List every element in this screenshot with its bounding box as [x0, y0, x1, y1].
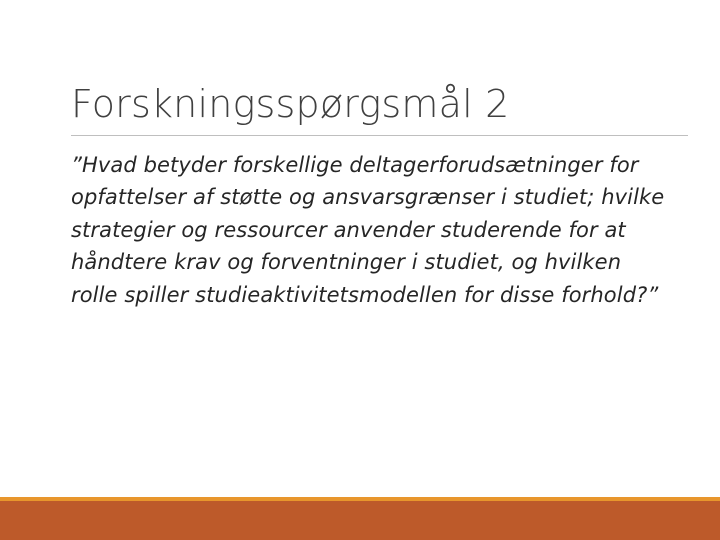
title-divider — [71, 135, 688, 136]
slide-title: Forskningsspørgsmål 2 — [71, 82, 510, 126]
footer-bar — [0, 501, 720, 540]
slide-body-text: ”Hvad betyder forskellige deltagerforudsætninger for opfattelser af støtte og ansvarsgrænser i studiet; hvilke strategier og ressourcer anvender studerende for at håndtere krav og forventninger i studiet, og hvilken rolle spiller studieaktivitetsmodellen for disse forhold?” — [71, 153, 665, 307]
